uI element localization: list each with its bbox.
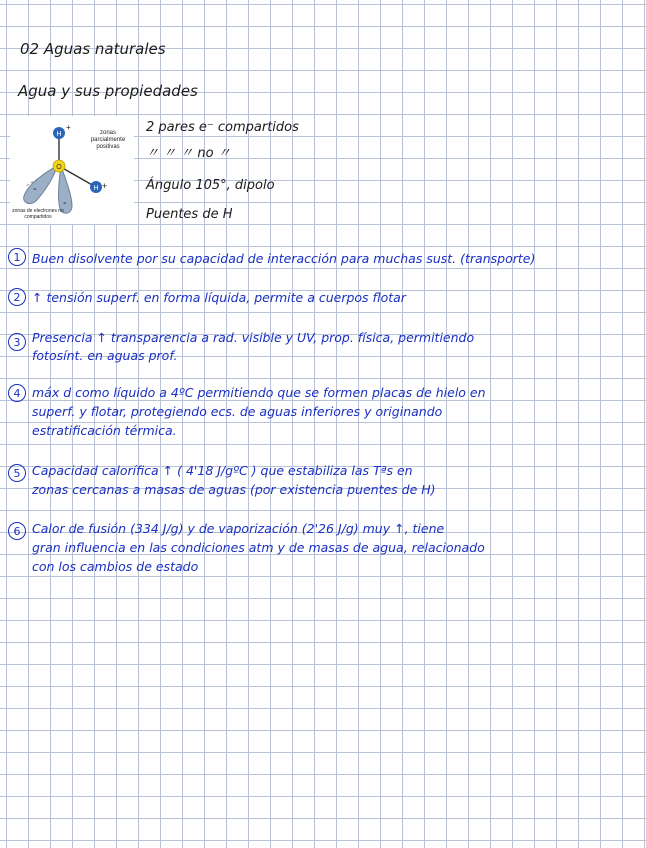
charge-plus-right: + — [102, 181, 108, 191]
charge-minus-left: - — [33, 183, 37, 195]
property-line: estratificación térmica. — [32, 423, 177, 438]
property-line: fotosínt. en aguas prof. — [32, 348, 178, 363]
item-number: 1 — [8, 248, 26, 266]
note-pares-no-compartidos: 〃 〃 〃 no 〃 — [146, 146, 231, 161]
label-zonas-positivas: zonas parcialmente positivas — [90, 130, 126, 150]
property-line: zonas cercanas a masas de aguas (por existencia puentes de H) — [32, 482, 436, 497]
item-number: 5 — [8, 464, 26, 482]
item-number: 6 — [8, 522, 26, 540]
atom-label-h-right: H — [93, 185, 99, 192]
note-puentes-h: Puentes de H — [146, 207, 233, 222]
property-line: Capacidad calorífica ↑ ( 4'18 J/gºC ) que estabiliza las Tªs en — [32, 463, 413, 478]
page-title: 02 Aguas naturales — [20, 40, 166, 58]
water-molecule-diagram — [10, 116, 134, 224]
property-line: gran influencia en las condiciones atm y de masas de agua, relacionado — [32, 540, 485, 555]
charge-minus-bottom: - — [63, 197, 67, 209]
property-line: Presencia ↑ transparencia a rad. visible y UV, prop. física, permitiendo — [32, 330, 475, 345]
property-line: ↑ tensión superf. en forma líquida, permite a cuerpos flotar — [32, 290, 406, 305]
charge-plus-top: + — [66, 123, 71, 132]
property-line: con los cambios de estado — [32, 559, 199, 574]
property-line: máx d como líquido a 4ºC permitiendo que se formen placas de hielo en — [32, 385, 486, 400]
page-subtitle: Agua y sus propiedades — [18, 82, 198, 100]
note-angulo: Ángulo 105°, dipolo — [146, 178, 275, 193]
atom-label-o: O — [56, 164, 62, 171]
property-line: Calor de fusión (334 J/g) y de vaporización (2'26 J/g) muy ↑, tiene — [32, 521, 445, 536]
property-line: Buen disolvente por su capacidad de interacción para muchas sust. (transporte) — [32, 251, 536, 266]
property-line: superf. y flotar, protegiendo ecs. de aguas inferiores y originando — [32, 404, 443, 419]
item-number: 3 — [8, 333, 26, 351]
label-zonas-electrones: zonas de electrones no compartidos — [12, 208, 64, 220]
note-pares-compartidos: 2 pares e⁻ compartidos — [146, 120, 299, 135]
item-number: 2 — [8, 288, 26, 306]
atom-label-h-top: H — [56, 131, 62, 138]
item-number: 4 — [8, 384, 26, 402]
